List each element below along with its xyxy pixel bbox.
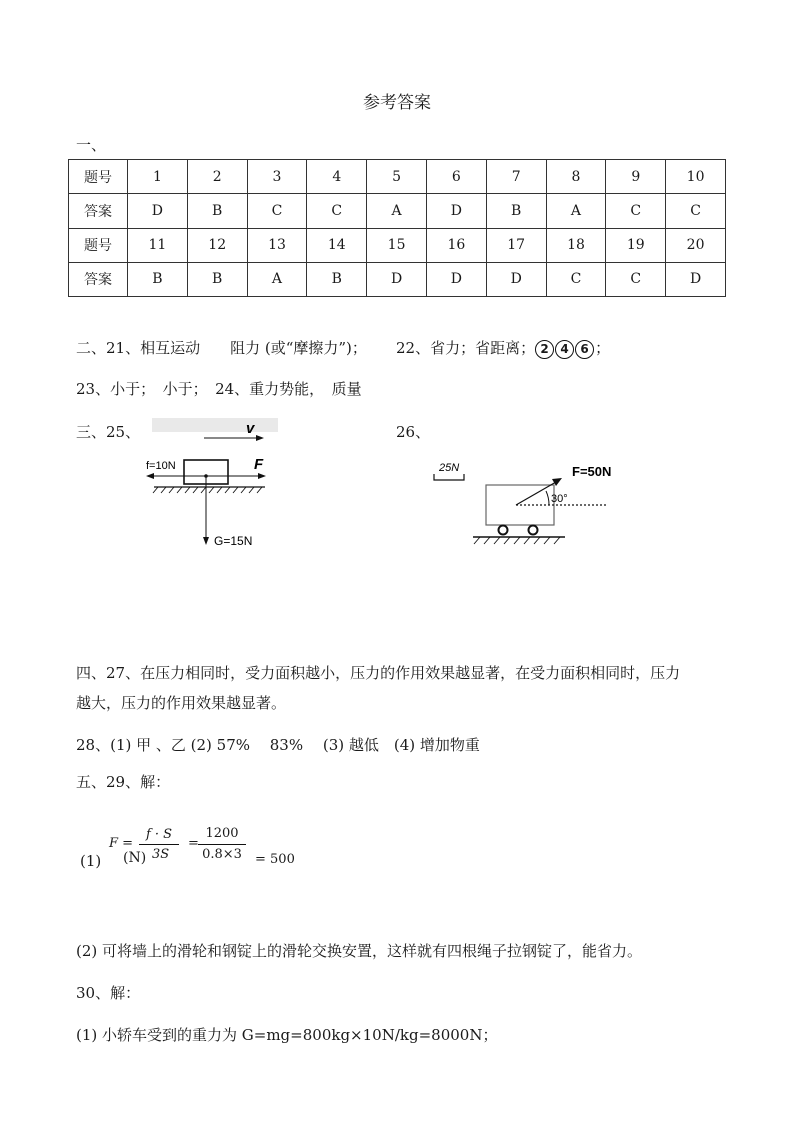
cart-wheel-right: [529, 526, 538, 535]
table-cell: 14: [307, 228, 367, 262]
table-row-header: 答案: [69, 194, 128, 228]
table-cell: 10: [666, 160, 726, 194]
table-cell: B: [307, 262, 367, 296]
table-cell: D: [128, 194, 188, 228]
circled-numbers: [535, 339, 595, 357]
table-cell: 7: [486, 160, 546, 194]
formula-lhs: F =: [109, 836, 134, 851]
cart-ground-hatch: [474, 537, 560, 544]
formula-numerator-2: 1200: [205, 826, 239, 841]
table-cell: D: [426, 262, 486, 296]
table-cell: A: [367, 194, 427, 228]
answer-22-end: ；: [595, 339, 611, 357]
answer-28: 28、(1) 甲 、乙 (2) 57% 83% (3) 越低 (4) 增加物重: [76, 736, 480, 754]
table-cell: C: [606, 262, 666, 296]
table-cell: C: [546, 262, 606, 296]
friction-arrowhead: [146, 473, 154, 479]
table-cell: B: [187, 262, 247, 296]
formula-equals: =: [188, 836, 199, 851]
formula-result: = 500: [255, 852, 295, 867]
table-cell: 12: [187, 228, 247, 262]
table-cell: 19: [606, 228, 666, 262]
cart-wheel-left: [499, 526, 508, 535]
circled-number: 6: [575, 340, 594, 359]
velocity-label: v: [246, 420, 255, 437]
table-cell: B: [128, 262, 188, 296]
table-cell: C: [307, 194, 367, 228]
answer-27-line-1: 四、27、在压力相同时，受力面积越小，压力的作用效果越显著，在受力面积相同时，压力: [76, 664, 681, 682]
table-row-header: 题号: [69, 160, 128, 194]
table-cell: C: [247, 194, 307, 228]
table-row: [69, 194, 726, 228]
answer-21: 二、21、相互运动 阻力 (或“摩擦力”)；: [76, 339, 367, 357]
pull-force-label: F=50N: [572, 464, 612, 479]
applied-force-label: F: [254, 456, 264, 473]
answer-29-label: 五、29、解：: [76, 773, 171, 791]
table-row: [69, 228, 726, 262]
table-row-header: 答案: [69, 262, 128, 296]
table-cell: 4: [307, 160, 367, 194]
table-cell: D: [666, 262, 726, 296]
table-cell: 3: [247, 160, 307, 194]
formula-denominator-2: 0.8×3: [202, 847, 242, 862]
table-cell: 18: [546, 228, 606, 262]
table-row-header: 题号: [69, 228, 128, 262]
scale-bar: [434, 474, 464, 480]
friction-label: f=10N: [146, 460, 176, 472]
answer-26-label: 26、: [396, 423, 431, 441]
table-cell: C: [606, 194, 666, 228]
figure-25-force-diagram: [140, 415, 280, 550]
table-cell: 6: [426, 160, 486, 194]
figure-26-force-diagram: [425, 455, 620, 550]
formula-unit: (N): [123, 850, 147, 866]
table-cell: D: [486, 262, 546, 296]
figure-25-shade: [152, 418, 278, 432]
table-cell: 13: [247, 228, 307, 262]
page-title: 参考答案: [363, 93, 431, 113]
table-cell: 11: [128, 228, 188, 262]
table-cell: 17: [486, 228, 546, 262]
table-cell: A: [546, 194, 606, 228]
answer-30-label: 30、解：: [76, 984, 141, 1002]
table-cell: 15: [367, 228, 427, 262]
table-cell: D: [426, 194, 486, 228]
table-cell: A: [247, 262, 307, 296]
table-cell: 9: [606, 160, 666, 194]
formula-fraction-bar-2: [198, 844, 246, 845]
circled-number: 4: [555, 340, 574, 359]
gravity-label: G=15N: [214, 534, 253, 548]
ground-hatch: [153, 487, 262, 493]
formula-fraction-bar: [139, 844, 179, 845]
answer-27-line-2: 越大，压力的作用效果越显著。: [76, 694, 287, 712]
answer-29-2: (2) 可将墙上的滑轮和钢锭上的滑轮交换安置，这样就有四根绳子拉钢锭了，能省力。: [76, 942, 643, 960]
gravity-arrowhead: [203, 537, 209, 545]
formula-denominator: 3S: [152, 847, 170, 862]
applied-force-arrowhead: [258, 473, 266, 479]
table-cell: 16: [426, 228, 486, 262]
table-row: [69, 262, 726, 296]
velocity-arrowhead: [256, 435, 264, 441]
answer-25-label: 三、25、: [76, 423, 141, 441]
formula-numerator: f · S: [145, 827, 173, 842]
angle-label: 30°: [551, 493, 568, 505]
answer-table: [68, 159, 726, 297]
formula-prefix: (1): [80, 852, 102, 870]
table-cell: D: [367, 262, 427, 296]
answer-30-1: (1) 小轿车受到的重力为 G=mg=800kg×10N/kg=8000N；: [76, 1026, 498, 1044]
table-cell: C: [666, 194, 726, 228]
answer-22: [396, 337, 610, 359]
table-cell: 20: [666, 228, 726, 262]
section-one-label: 一、: [76, 136, 107, 154]
circled-number: 2: [535, 340, 554, 359]
table-cell: 2: [187, 160, 247, 194]
answer-23-24: 23、小于； 小于； 24、重力势能， 质量: [76, 380, 362, 398]
table-cell: 8: [546, 160, 606, 194]
table-cell: B: [187, 194, 247, 228]
table-cell: 5: [367, 160, 427, 194]
scale-label: 25N: [439, 462, 460, 474]
table-cell: 1: [128, 160, 188, 194]
table-cell: B: [486, 194, 546, 228]
answer-22-text: 22、省力；省距离；: [396, 339, 536, 357]
table-row: [69, 160, 726, 194]
